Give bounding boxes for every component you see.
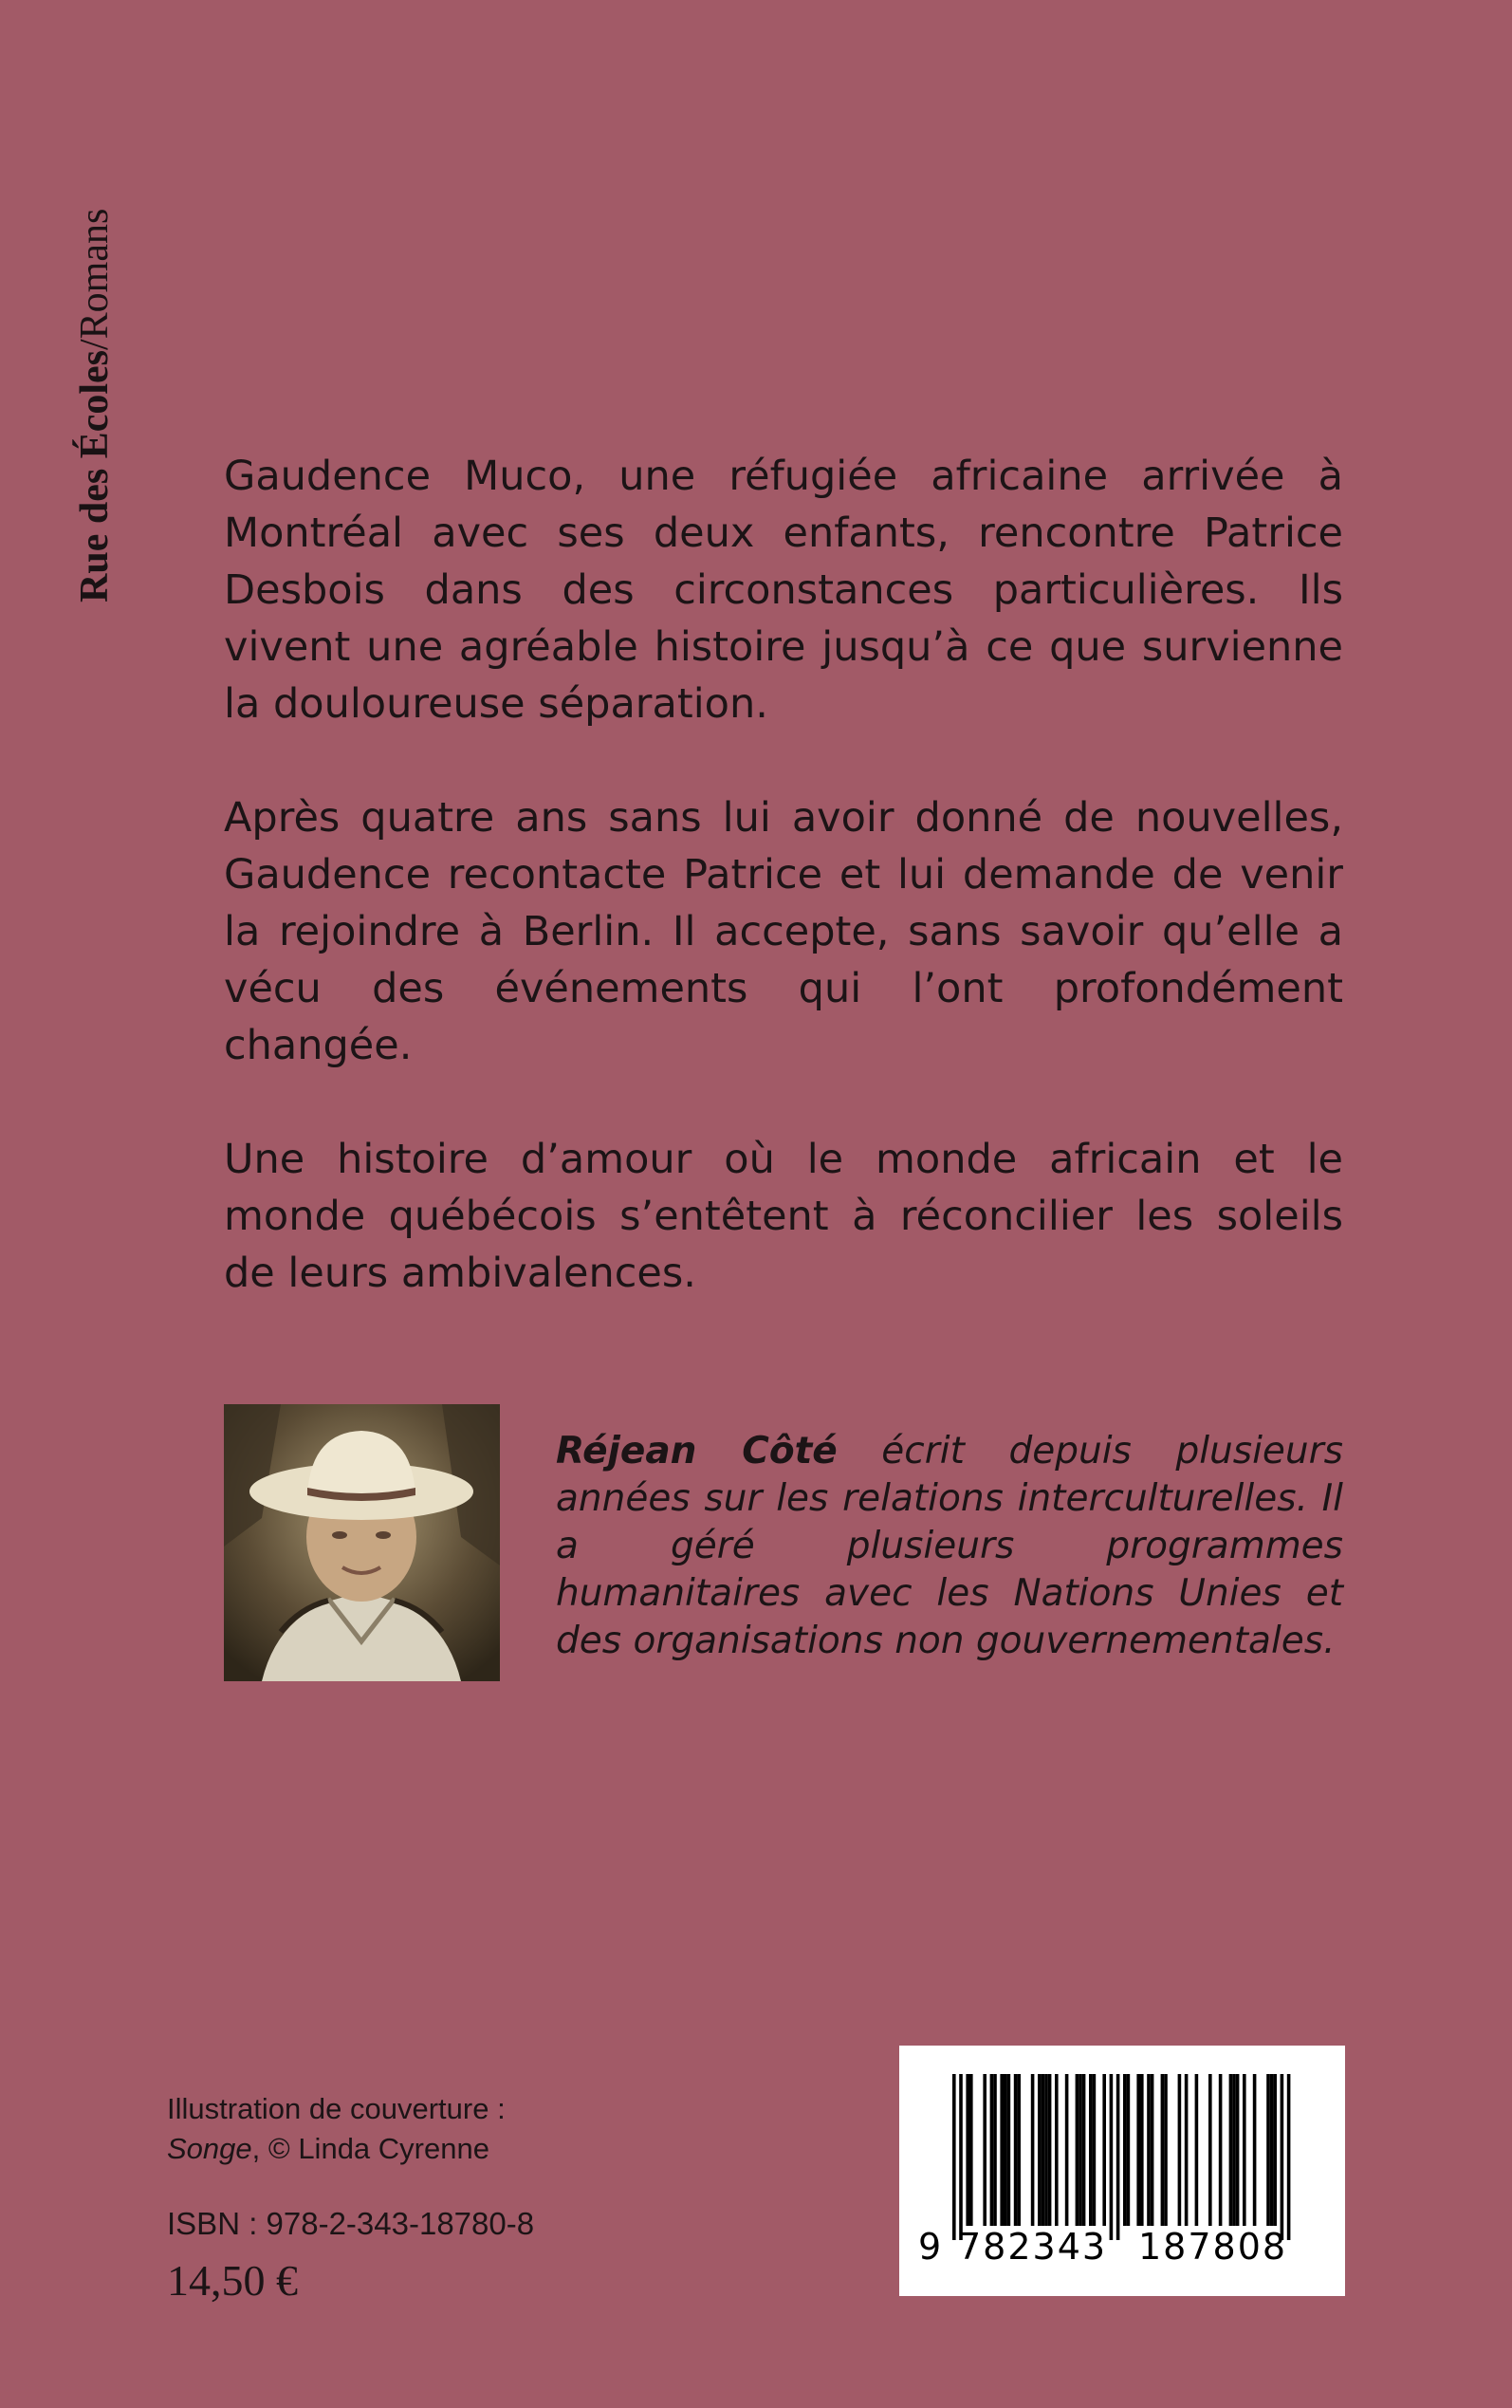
barcode-bar	[1102, 2074, 1106, 2226]
barcode-bar	[1089, 2074, 1093, 2226]
barcode-bar	[952, 2074, 956, 2240]
barcode-bar	[1127, 2074, 1131, 2226]
blurb-paragraph-2: Après quatre ans sans lui avoir donné de nouvelles, Gaudence recontacte Patrice et lui demande de venir la rejoindre à Berlin. Il accepte, sans savoir qu’elle a vécu des événements qui l’ont profondément changée.	[224, 794, 1343, 1069]
barcode-bar	[983, 2074, 986, 2226]
author-photo	[224, 1404, 500, 1681]
credits-artist: , © Linda Cyrenne	[251, 2132, 489, 2165]
barcode-bar	[1038, 2074, 1042, 2226]
credits-line	[167, 2129, 506, 2169]
barcode-bar	[1082, 2074, 1086, 2226]
barcode-bar	[1208, 2074, 1212, 2226]
barcode-bar	[1243, 2074, 1246, 2226]
barcode-bar	[1178, 2074, 1182, 2226]
barcode-bar	[1076, 2074, 1079, 2226]
spine-title	[71, 71, 119, 602]
barcode-bar	[1147, 2074, 1151, 2226]
credits-work: Songe	[167, 2132, 252, 2165]
barcode-bar	[1185, 2074, 1189, 2226]
author-bio	[556, 1428, 1343, 1665]
barcode-bar	[1065, 2074, 1069, 2226]
barcode-bar	[990, 2074, 994, 2226]
barcode-bar	[1110, 2074, 1114, 2240]
author-portrait-image	[224, 1404, 500, 1681]
price: 14,50 €	[167, 2256, 298, 2305]
author-bio-text: écrit depuis plusieurs années sur les relations interculturelles. Il a géré plusieurs programmes humanitaires avec les Nations Unies et des organisations non gouvernementales.	[556, 1430, 1343, 1662]
barcode-bar	[1232, 2074, 1236, 2226]
book-blurb	[224, 448, 1343, 1359]
author-name: Réjean Côté	[556, 1430, 838, 1473]
barcode-bar	[1004, 2074, 1007, 2226]
barcode-bar	[1055, 2074, 1059, 2226]
barcode-bar	[1140, 2074, 1144, 2226]
barcode-bar	[1236, 2074, 1240, 2226]
barcode-bar	[1007, 2074, 1011, 2226]
barcode-bar	[1014, 2074, 1018, 2226]
barcode-bar	[1151, 2074, 1154, 2226]
blurb-paragraph-3: Une histoire d’amour où le monde africain et le monde québécois s’entêtent à réconcilier les soleils de leurs ambivalences.	[224, 1136, 1343, 1297]
barcode-bar	[1219, 2074, 1223, 2226]
series-genre: /Romans	[73, 208, 117, 350]
barcode-bar	[993, 2074, 997, 2226]
barcode-bar	[1116, 2074, 1120, 2240]
cover-credits	[167, 2089, 506, 2169]
barcode-bar	[1017, 2074, 1021, 2226]
barcode-bar	[1031, 2074, 1035, 2226]
barcode-bar	[1281, 2074, 1284, 2240]
barcode-bar	[969, 2074, 973, 2226]
barcode-bar	[1093, 2074, 1097, 2226]
barcode-bar	[1273, 2074, 1277, 2226]
barcode-bar	[959, 2074, 963, 2240]
barcode-bar	[1042, 2074, 1045, 2226]
barcode-bar	[1164, 2074, 1168, 2226]
barcode-group-1: 782343	[958, 2226, 1108, 2268]
barcode-group-2: 187808	[1138, 2226, 1288, 2268]
barcode-bar	[1079, 2074, 1082, 2226]
series-name: Rue des Écoles	[73, 350, 117, 602]
barcode-bar	[1136, 2074, 1140, 2226]
barcode-bar	[1123, 2074, 1127, 2226]
blurb-paragraph-1: Gaudence Muco, une réfugiée africaine arrivée à Montréal avec ses deux enfants, rencontre Patrice Desbois dans des circonstances particulières. Ils vivent une agréable histoire jusqu’à ce que survienne la douloureuse séparation.	[224, 453, 1343, 728]
barcode-bar	[1287, 2074, 1291, 2240]
barcode-bar	[1270, 2074, 1274, 2226]
isbn: ISBN : 978-2-343-18780-8	[167, 2206, 535, 2241]
barcode-bar	[966, 2074, 969, 2226]
barcode-bar	[1229, 2074, 1233, 2226]
barcode-bar	[1253, 2074, 1257, 2226]
barcode-bar	[1195, 2074, 1199, 2226]
barcode-bar	[1266, 2074, 1270, 2226]
barcode	[899, 2046, 1345, 2296]
barcode-bar	[1000, 2074, 1004, 2226]
barcode-bar	[1044, 2074, 1048, 2226]
barcode-first-digit: 9	[918, 2226, 942, 2268]
barcode-bar	[1161, 2074, 1165, 2226]
barcode-bar	[1048, 2074, 1052, 2226]
credits-label: Illustration de couverture :	[167, 2092, 506, 2125]
